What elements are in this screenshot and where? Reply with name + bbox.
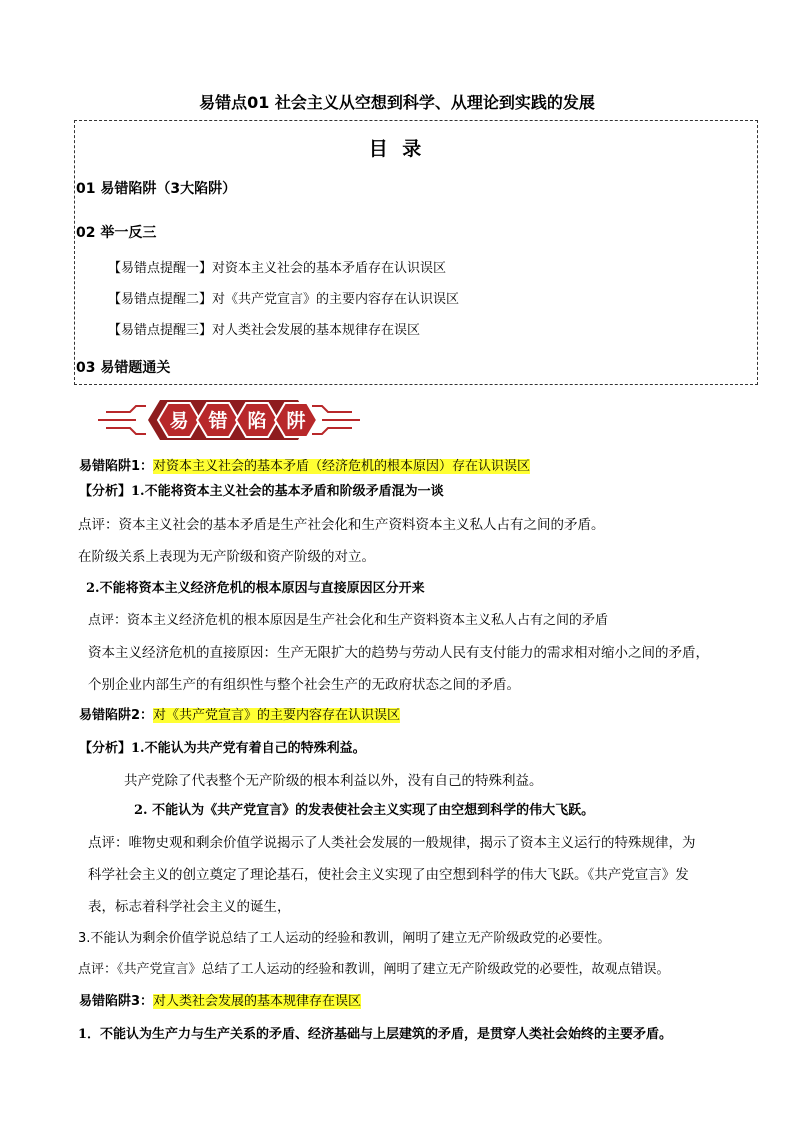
toc-section-1: 01 易错陷阱（3大陷阱） <box>76 181 237 197</box>
trap2-heading <box>79 704 400 723</box>
trap1-comment-4: 资本主义经济危机的直接原因：生产无限扩大的趋势与劳动人民有支付能力的需求相对缩小之间的矛盾， <box>88 645 709 661</box>
trap1-heading <box>79 455 530 474</box>
trap3-label: 易错陷阱3： <box>79 994 154 1009</box>
toc-item-2: 【易错点提醒二】对《共产党宣言》的主要内容存在认识误区 <box>108 292 460 307</box>
page-title: 易错点01 社会主义从空想到科学、从理论到实践的发展 <box>199 93 595 112</box>
toc-section-2: 02 举一反三 <box>76 225 157 241</box>
trap1-analysis-1: 【分析】1.不能将资本主义社会的基本矛盾和阶级矛盾混为一谈 <box>79 484 444 499</box>
toc-section-3: 03 易错题通关 <box>76 360 171 376</box>
trap3-analysis-1: 1．不能认为生产力与生产关系的矛盾、经济基础与上层建筑的矛盾，是贯穿人类社会始终的主要矛盾。 <box>78 1027 673 1042</box>
trap1-analysis-2: 2.不能将资本主义经济危机的根本原因与直接原因区分开来 <box>86 581 425 596</box>
banner-char-3: 陷 <box>247 410 267 432</box>
trap1-highlight: 对资本主义社会的基本矛盾（经济危机的根本原因）存在认识误区 <box>153 459 531 474</box>
trap2-comment-1: 共产党除了代表整个无产阶级的根本利益以外，没有自己的特殊利益。 <box>124 773 543 789</box>
banner-right-ornament <box>312 406 360 434</box>
banner-left-ornament <box>98 406 146 434</box>
trap1-comment-2: 在阶级关系上表现为无产阶级和资产阶级的对立。 <box>78 549 375 565</box>
trap2-comment-4: 表，标志着科学社会主义的诞生， <box>88 899 291 915</box>
trap2-analysis-3: 3.不能认为剩余价值学说总结了工人运动的经验和教训，阐明了建立无产阶级政党的必要性。 <box>78 931 611 946</box>
toc-item-1: 【易错点提醒一】对资本主义社会的基本矛盾存在认识误区 <box>108 261 447 276</box>
trap2-label: 易错陷阱2： <box>79 708 154 723</box>
trap1-comment-5: 个别企业内部生产的有组织性与整个社会生产的无政府状态之间的矛盾。 <box>88 677 520 693</box>
trap1-label: 易错陷阱1： <box>79 459 154 474</box>
trap3-highlight: 对人类社会发展的基本规律存在误区 <box>153 994 362 1009</box>
toc-item-3: 【易错点提醒三】对人类社会发展的基本规律存在误区 <box>108 323 421 338</box>
trap2-highlight: 对《共产党宣言》的主要内容存在认识误区 <box>153 708 401 723</box>
banner-char-1: 易 <box>169 410 189 432</box>
trap2-analysis-1: 【分析】1.不能认为共产党有着自己的特殊利益。 <box>79 741 366 756</box>
trap3-heading <box>79 990 361 1009</box>
toc-heading: 目 录 <box>368 138 426 160</box>
trap1-comment-3: 点评：资本主义经济危机的根本原因是生产社会化和生产资料资本主义私人占有之间的矛盾 <box>88 613 609 628</box>
banner-char-2: 错 <box>208 410 228 432</box>
trap1-comment-1: 点评：资本主义社会的基本矛盾是生产社会化和生产资料资本主义私人占有之间的矛盾。 <box>78 517 605 533</box>
trap2-comment-5: 点评：《共产党宣言》总结了工人运动的经验和教训，阐明了建立无产阶级政党的必要性，故观点错误。 <box>78 962 670 977</box>
trap2-comment-2: 点评：唯物史观和剩余价值学说揭示了人类社会发展的一般规律，揭示了资本主义运行的特殊规律，为 <box>88 835 696 851</box>
trap-banner <box>96 396 362 444</box>
trap2-comment-3: 科学社会主义的创立奠定了理论基石，使社会主义实现了由空想到科学的伟大飞跃。《共产党宣言》发 <box>88 867 689 883</box>
banner-char-4: 阱 <box>286 410 306 432</box>
trap2-analysis-2: 2. 不能认为《共产党宣言》的发表使社会主义实现了由空想到科学的伟大飞跃。 <box>134 803 595 818</box>
